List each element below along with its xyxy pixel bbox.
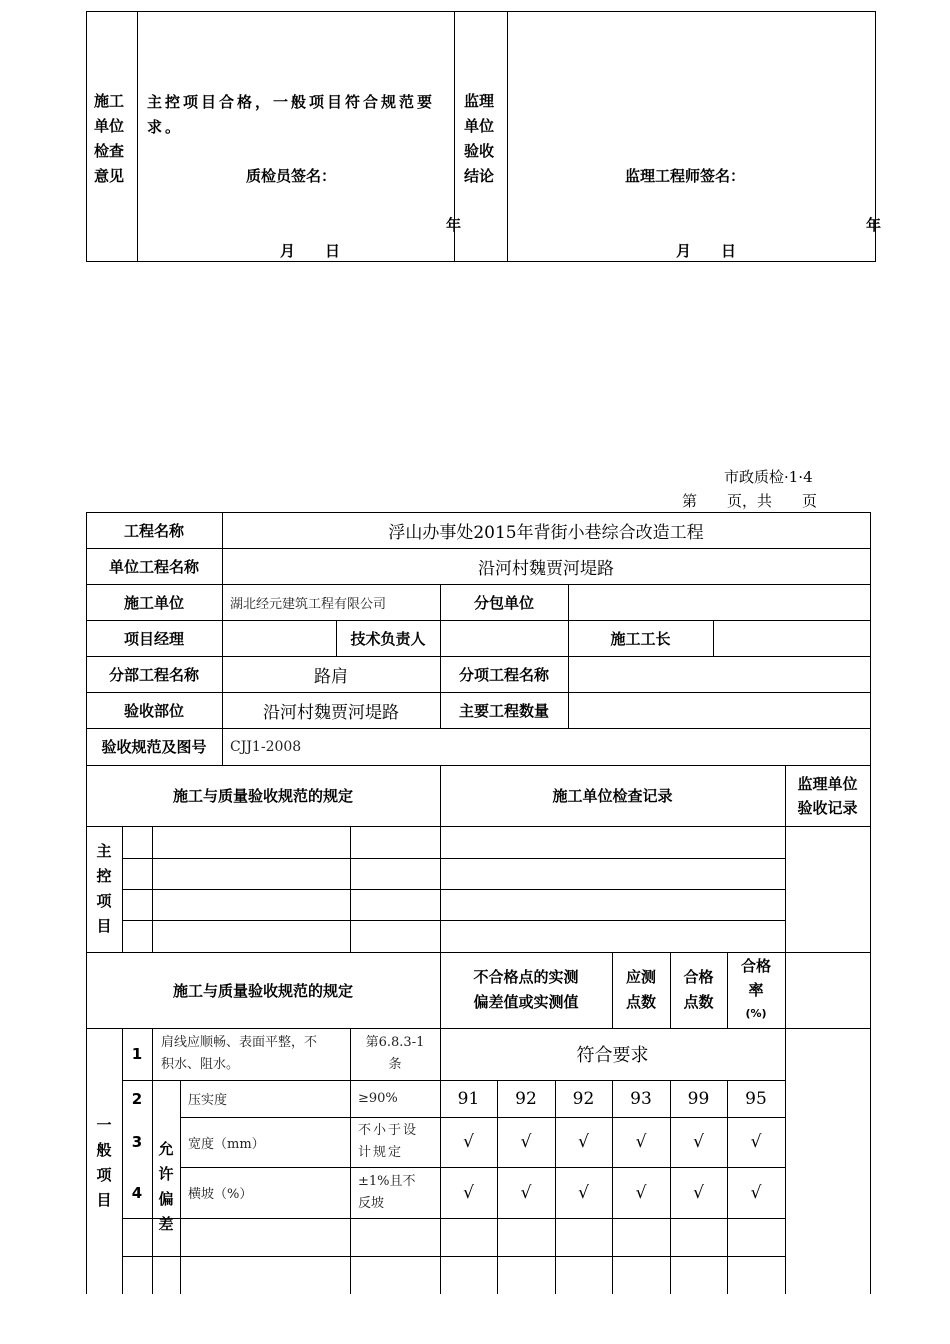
check-mark: √ [635,1132,647,1152]
inspector-signature-label: 质检员签名： [246,167,337,185]
row-result: 符合要求 [576,1045,649,1066]
measured-value: 92 [515,1088,537,1109]
row-clause: 第6.8.3-1 条 [365,1035,425,1072]
quantity-value [568,692,870,728]
row-number: 1 [131,1045,143,1063]
measured-value: 95 [745,1088,767,1109]
check-mark: √ [463,1182,474,1203]
row-number: 3 [131,1133,143,1151]
project-name-value: 浮山办事处2015年背街小巷综合改造工程 [388,522,704,543]
year-label: 年 [446,216,462,234]
subcontractor-value [568,584,870,620]
location-value: 沿河村魏贾河堤路 [263,702,399,723]
main-spec-header: 施工与质量验收规范的规定 [172,787,353,805]
division-value: 路肩 [314,666,348,687]
standard-value: CJJ1-2008 [230,738,302,755]
check-mark: √ [750,1132,762,1152]
row-item-description: 肩线应顺畅、表面平整，不 积水、阻水。 [161,1035,318,1072]
year-label-2: 年 [866,216,882,234]
row-requirement: 不小于设 计规定 [358,1123,419,1160]
general-spec-header: 施工与质量验收规范的规定 [172,981,353,1000]
location-label: 验收部位 [123,701,184,720]
foreman-label: 施工工长 [610,629,671,648]
pass-rate-header: 合格 率 (%) [740,957,771,1020]
tech-lead-value [440,620,568,656]
subcontractor-label: 分包单位 [473,593,534,612]
row-item: 压实度 [188,1093,228,1108]
project-manager-value [222,620,336,656]
check-mark: √ [463,1132,474,1152]
project-manager-label: 项目经理 [123,629,184,648]
row-number: 2 [131,1089,143,1108]
measured-value: 92 [572,1088,595,1109]
month-day-label-2: 月 日 [676,242,737,260]
row-requirement: ≥90% [358,1091,398,1106]
foreman-value [713,620,870,656]
measured-value: 91 [457,1088,480,1109]
engineer-signature-label: 监理工程师签名： [625,167,746,185]
quantity-label: 主要工程数量 [458,701,549,720]
tech-lead-label: 技术负责人 [350,629,426,648]
check-mark: √ [578,1182,589,1203]
check-mark: √ [578,1132,589,1152]
supervision-record-header: 监理单位 验收记录 [797,774,858,817]
project-name-label: 工程名称 [123,521,184,540]
main-control-label: 主 控 项 目 [96,842,112,935]
check-mark: √ [520,1182,532,1203]
deviation-header: 不合格点的实测 偏差值或实测值 [473,968,579,1011]
form-code: 市政质检·1·4 [724,468,813,486]
row-number: 4 [131,1183,143,1202]
measured-value: 99 [687,1088,710,1109]
row-requirement: ±1%且不 反坡 [358,1173,416,1211]
check-mark: √ [520,1132,532,1152]
general-items-label: 一 般 项 目 [96,1116,112,1209]
check-mark: √ [693,1182,704,1203]
subitem-value [568,656,870,692]
construction-opinion-text: 主控项目合格，一般项目符合规范要求。 [147,93,436,136]
pass-points-header: 合格 点数 [683,968,714,1011]
contractor-label: 施工单位 [123,593,184,612]
page-info: 第 页，共 页 [682,492,818,510]
unit-project-value: 沿河村魏贾河堤路 [478,558,614,579]
month-day-label: 月 日 [280,242,341,260]
check-mark: √ [693,1132,704,1152]
subitem-label: 分项工程名称 [458,665,549,684]
row-item: 横坡（%） [188,1187,253,1202]
standard-label: 验收规范及图号 [101,738,207,756]
division-label: 分部工程名称 [108,665,199,684]
unit-project-label: 单位工程名称 [108,557,199,576]
supervision-conclusion-label: 监理 单位 验收 结论 [464,92,495,185]
measured-value: 93 [630,1088,652,1109]
construction-opinion-label: 施工 单位 检查 意见 [94,92,125,185]
check-mark: √ [750,1182,762,1203]
main-record-header: 施工单位检查记录 [552,787,673,805]
check-mark: √ [635,1182,647,1203]
allowed-deviation-label: 允 许 偏 差 [158,1140,174,1233]
row-item: 宽度（mm） [188,1136,265,1152]
should-points-header: 应测 点数 [625,968,656,1011]
contractor-value: 湖北经元建筑工程有限公司 [230,596,387,612]
